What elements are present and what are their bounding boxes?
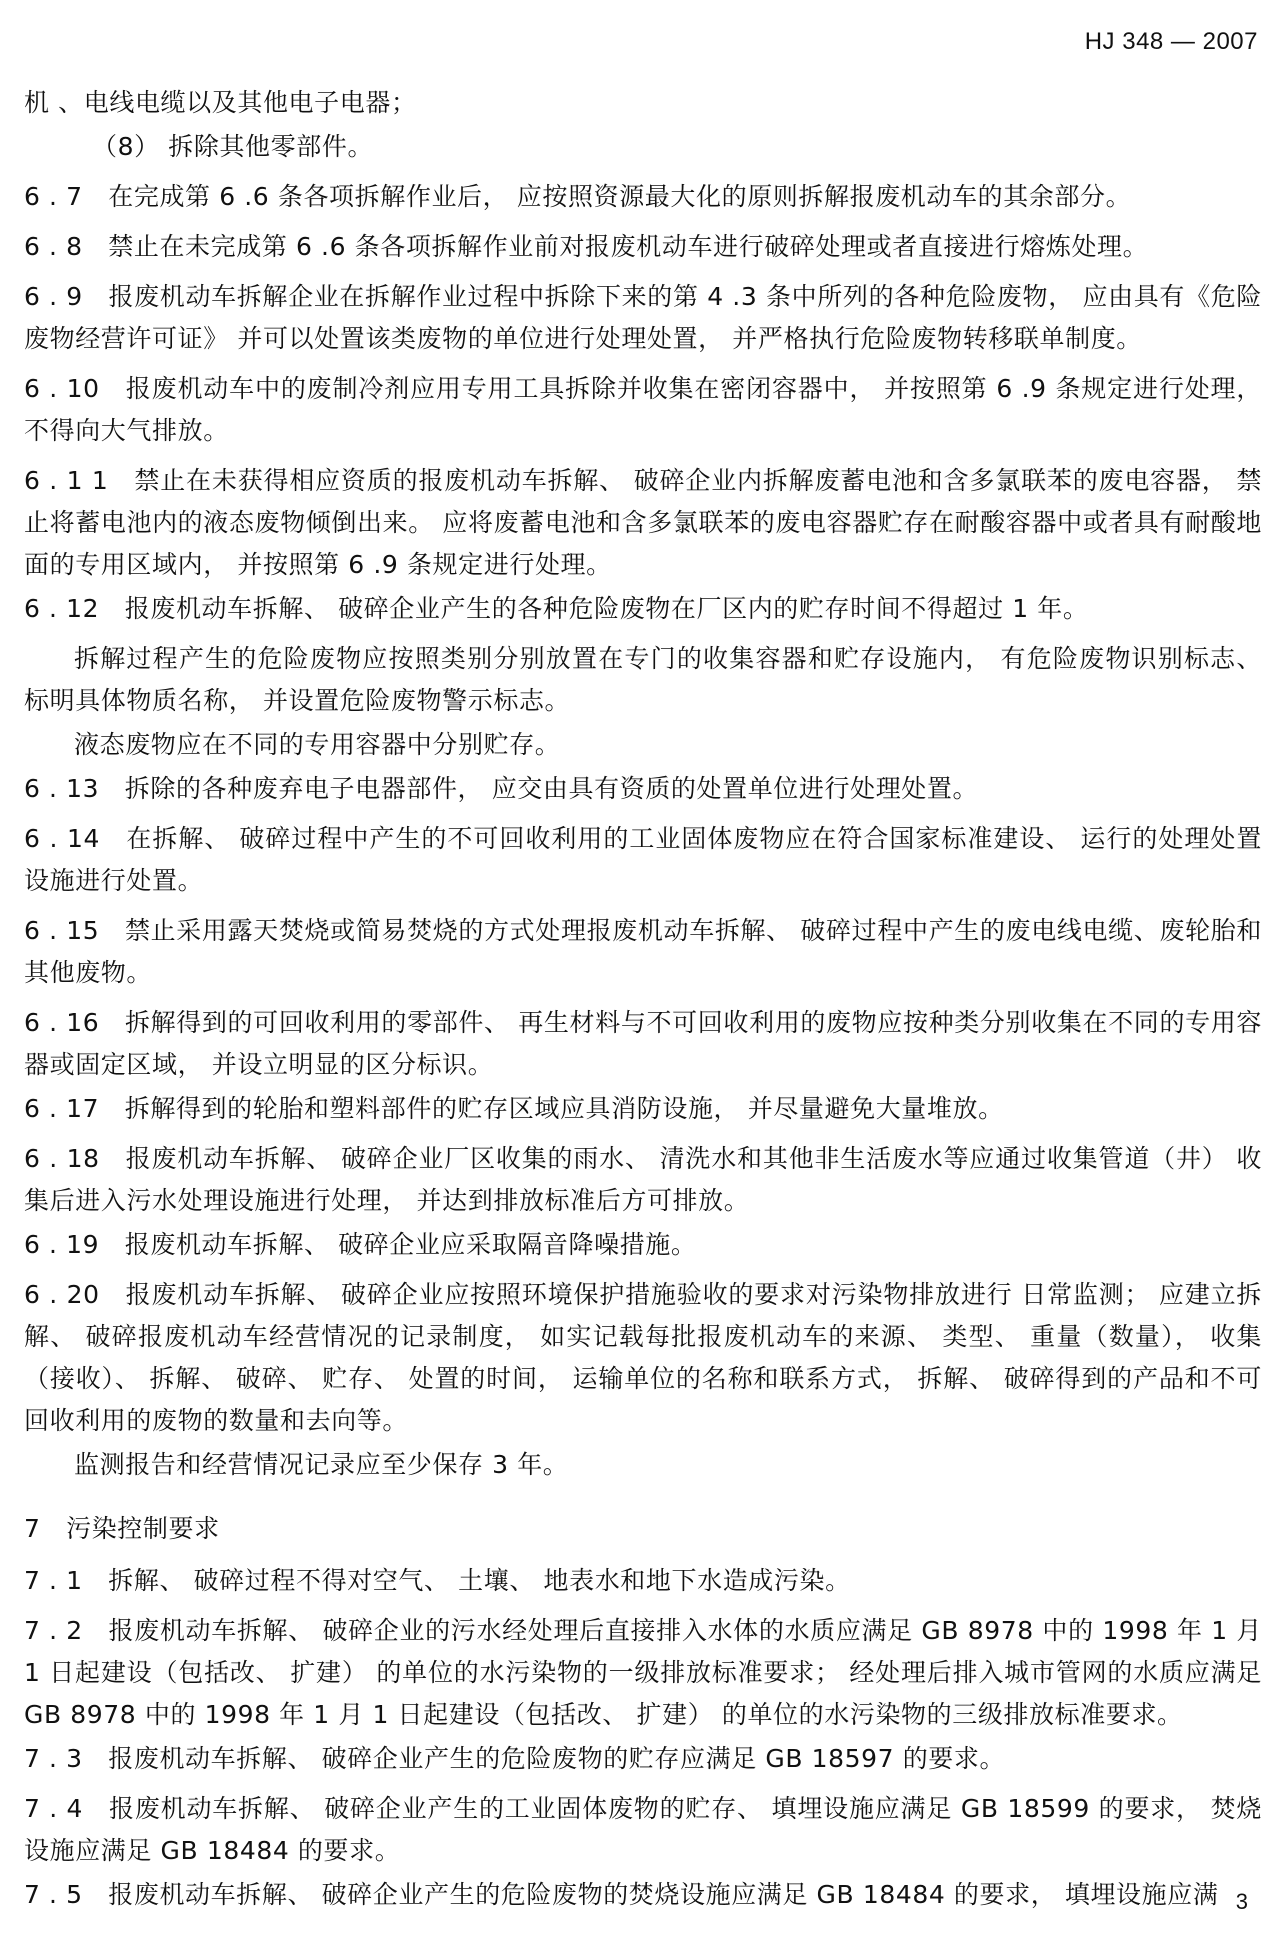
clause-6-16: 6 . 16 拆解得到的可回收利用的零部件、 再生材料与不可回收利用的废物应按种类分别收集在不同的专用容器或固定区域， 并设立明显的区分标识。 bbox=[24, 1008, 1262, 1079]
clause-6-15: 6 . 15 禁止采用露天焚烧或简易焚烧的方式处理报废机动车拆解、 破碎过程中产生的废电线电缆、废轮胎和其他废物。 bbox=[24, 916, 1262, 987]
clause-6-7: 6 . 7 在完成第 6 .6 条各项拆解作业后， 应按照资源最大化的原则拆解报废机动车的其余部分。 bbox=[24, 182, 1132, 211]
clause-7-4: 7 . 4 报废机动车拆解、 破碎企业产生的工业固体废物的贮存、 填埋设施应满足 GB 18599 的要求， 焚烧设施应满足 GB 18484 的要求。 bbox=[24, 1794, 1262, 1865]
clause-6-8: 6 . 8 禁止在未完成第 6 .6 条各项拆解作业前对报废机动车进行破碎处理或者直接进行熔炼处理。 bbox=[24, 232, 1149, 261]
clause-7-5: 7 . 5 报废机动车拆解、 破碎企业产生的危险废物的焚烧设施应满足 GB 18484 的要求， 填埋设施应满 bbox=[24, 1880, 1219, 1909]
clause-7-1: 7 . 1 拆解、 破碎过程不得对空气、 土壤、 地表水和地下水造成污染。 bbox=[24, 1566, 851, 1595]
page-number: 3 bbox=[1235, 1889, 1248, 1914]
clause-6-10: 6 . 10 报废机动车中的废制冷剂应用专用工具拆除并收集在密闭容器中， 并按照第 6 .9 条规定进行处理， 不得向大气排放。 bbox=[24, 374, 1262, 445]
paragraph-continuation: 机 、电线电缆以及其他电子电器； bbox=[24, 88, 417, 117]
clause-7-3: 7 . 3 报废机动车拆解、 破碎企业产生的危险废物的贮存应满足 GB 18597 的要求。 bbox=[24, 1744, 1006, 1773]
clause-6-13: 6 . 13 拆除的各种废弃电子电器部件， 应交由具有资质的处置单位进行处理处置。 bbox=[24, 774, 979, 803]
clause-6-18: 6 . 18 报废机动车拆解、 破碎企业厂区收集的雨水、 清洗水和其他非生活废水等应通过收集管道（井） 收集后进入污水处理设施进行处理， 并达到排放标准后方可排放。 bbox=[24, 1144, 1262, 1215]
clause-6-12-detail: 拆解过程产生的危险废物应按照类别分别放置在专门的收集容器和贮存设施内， 有危险废物识别标志、 标明具体物质名称， 并设置危险废物警示标志。 bbox=[24, 644, 1262, 715]
list-item-8: （8） 拆除其他零部件。 bbox=[92, 132, 374, 161]
clause-6-17: 6 . 17 拆解得到的轮胎和塑料部件的贮存区域应具消防设施， 并尽量避免大量堆放。 bbox=[24, 1094, 1004, 1123]
clause-6-11: 6 . 1 1 禁止在未获得相应资质的报废机动车拆解、 破碎企业内拆解废蓄电池和含多氯联苯的废电容器， 禁止将蓄电池内的液态废物倾倒出来。 应将废蓄电池和含多氯联苯的废电容器贮存在耐酸容器中或者具有耐酸地面的专用区域内， 并按照第 6 .9 条规定进行处理。 bbox=[24, 466, 1262, 579]
clause-6-9: 6 . 9 报废机动车拆解企业在拆解作业过程中拆除下来的第 4 .3 条中所列的各种危险废物， 应由具有《危险废物经营许可证》 并可以处置该类废物的单位进行处理处置， 并严格执行危险废物转移联单制度。 bbox=[24, 282, 1262, 353]
clause-6-19: 6 . 19 报废机动车拆解、 破碎企业应采取隔音降噪措施。 bbox=[24, 1230, 697, 1259]
document-body bbox=[24, 82, 1262, 1918]
clause-6-14: 6 . 14 在拆解、 破碎过程中产生的不可回收利用的工业固体废物应在符合国家标准建设、 运行的处理处置设施进行处置。 bbox=[24, 824, 1262, 895]
clause-6-20: 6 . 20 报废机动车拆解、 破碎企业应按照环境保护措施验收的要求对污染物排放进行 日常监测； 应建立拆解、 破碎报废机动车经营情况的记录制度， 如实记载每批报废机动车的来源、 类型、 重量（数量）， 收集（接收）、 拆解、 破碎、 贮存、 处置的时间， 运输单位的名称和联系方式， 拆解、 破碎得到的产品和不可回收利用的废物的数量和去向等。 bbox=[24, 1280, 1262, 1435]
clause-6-12-liquid: 液态废物应在不同的专用容器中分别贮存。 bbox=[74, 730, 561, 759]
standard-code-header: HJ 348 — 2007 bbox=[1084, 28, 1258, 55]
section-7-heading: 7 污染控制要求 bbox=[24, 1514, 220, 1543]
clause-7-2: 7 . 2 报废机动车拆解、 破碎企业的污水经处理后直接排入水体的水质应满足 GB 8978 中的 1998 年 1 月 1 日起建设（包括改、 扩建） 的单位的水污染物的一级排放标准要求； 经处理后排入城市管网的水质应满足 GB 8978 中的 1998 年 1 月 1 日起建设（包括改、 扩建） 的单位的水污染物的三级排放标准要求。 bbox=[24, 1616, 1262, 1729]
clause-6-12: 6 . 12 报废机动车拆解、 破碎企业产生的各种危险废物在厂区内的贮存时间不得超过 1 年。 bbox=[24, 594, 1089, 623]
clause-6-20-retention: 监测报告和经营情况记录应至少保存 3 年。 bbox=[74, 1450, 569, 1479]
